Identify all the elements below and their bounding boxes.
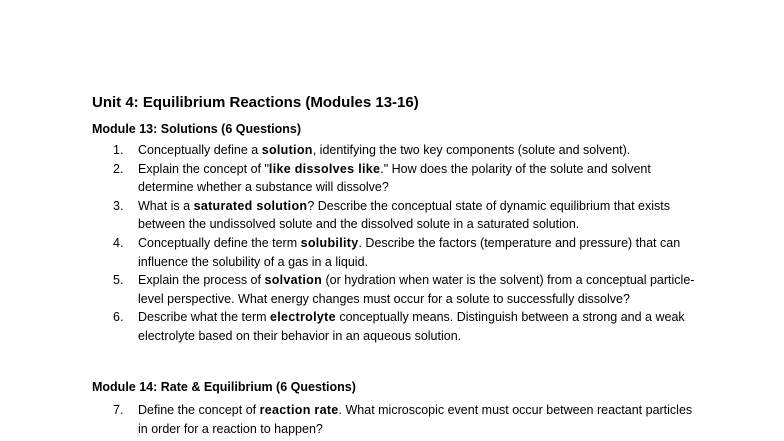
question-text: [138, 197, 698, 234]
key-term: like dissolves like: [268, 161, 381, 176]
module-14-question-list: [0, 401, 698, 438]
question-text-segment: ? Describe the conceptual state of dynamic equilibrium that exists between the undissolved solute and the dissolved solute in a saturated solution.: [138, 198, 671, 232]
question-number: 3.: [113, 198, 124, 213]
question-item: [0, 271, 698, 308]
question-item: [0, 160, 698, 197]
question-text-segment: Define the concept of: [138, 403, 260, 417]
key-term: electrolyte: [270, 310, 336, 325]
key-term: solubility: [300, 235, 359, 250]
question-number: 6.: [113, 310, 124, 325]
question-text-segment: Explain the concept of ": [138, 161, 269, 176]
question-text-segment: ." How does the polarity of the solute and solvent determine whether a substance will dissolve?: [138, 161, 651, 195]
question-item: [0, 308, 698, 345]
question-text: [138, 308, 698, 345]
key-term: solution: [261, 143, 313, 157]
question-item: [0, 141, 698, 160]
question-number: 1.: [113, 143, 124, 157]
question-text: [138, 160, 698, 197]
question-item: [0, 234, 698, 271]
question-number: 5.: [113, 273, 124, 288]
question-number: 2.: [113, 161, 124, 176]
question-text: [138, 234, 698, 271]
question-number: 4.: [113, 235, 124, 250]
question-text-segment: , identifying the two key components (solute and solvent).: [312, 143, 631, 157]
question-text: [138, 141, 698, 160]
key-term: reaction rate: [259, 403, 339, 417]
question-item: [0, 197, 698, 234]
question-text-segment: Conceptually define a: [138, 143, 262, 157]
module-13-heading: Module 13: Solutions (6 Questions): [92, 122, 302, 136]
question-text-segment: Explain the process of: [138, 273, 265, 288]
unit-title: Unit 4: Equilibrium Reactions (Modules 13-16): [92, 94, 419, 111]
question-text-segment: Describe what the term: [138, 310, 270, 325]
question-text: [138, 401, 698, 438]
key-term: saturated solution: [193, 198, 308, 213]
question-text-segment: (or hydration when water is the solvent) from a conceptual particle-level perspective. What energy changes must occur for a solute to successfully dissolve?: [138, 273, 695, 306]
module-14-heading: Module 14: Rate & Equilibrium (6 Questions): [92, 380, 356, 394]
question-text-segment: What is a: [138, 198, 194, 213]
question-item: [0, 401, 698, 438]
question-text-segment: conceptually means. Distinguish between a strong and a weak electrolyte based on their behavior in an aqueous solution.: [138, 310, 685, 343]
question-text-segment: . What microscopic event must occur between reactant particles in order for a reaction to happen?: [138, 403, 693, 436]
module-13-question-list: [0, 141, 698, 346]
question-number: 7.: [113, 403, 124, 417]
question-text-segment: Conceptually define the term: [138, 235, 301, 250]
question-text: [138, 271, 698, 308]
question-text-segment: . Describe the factors (temperature and pressure) that can influence the solubility of a gas in a liquid.: [138, 235, 681, 269]
key-term: solvation: [264, 273, 323, 288]
